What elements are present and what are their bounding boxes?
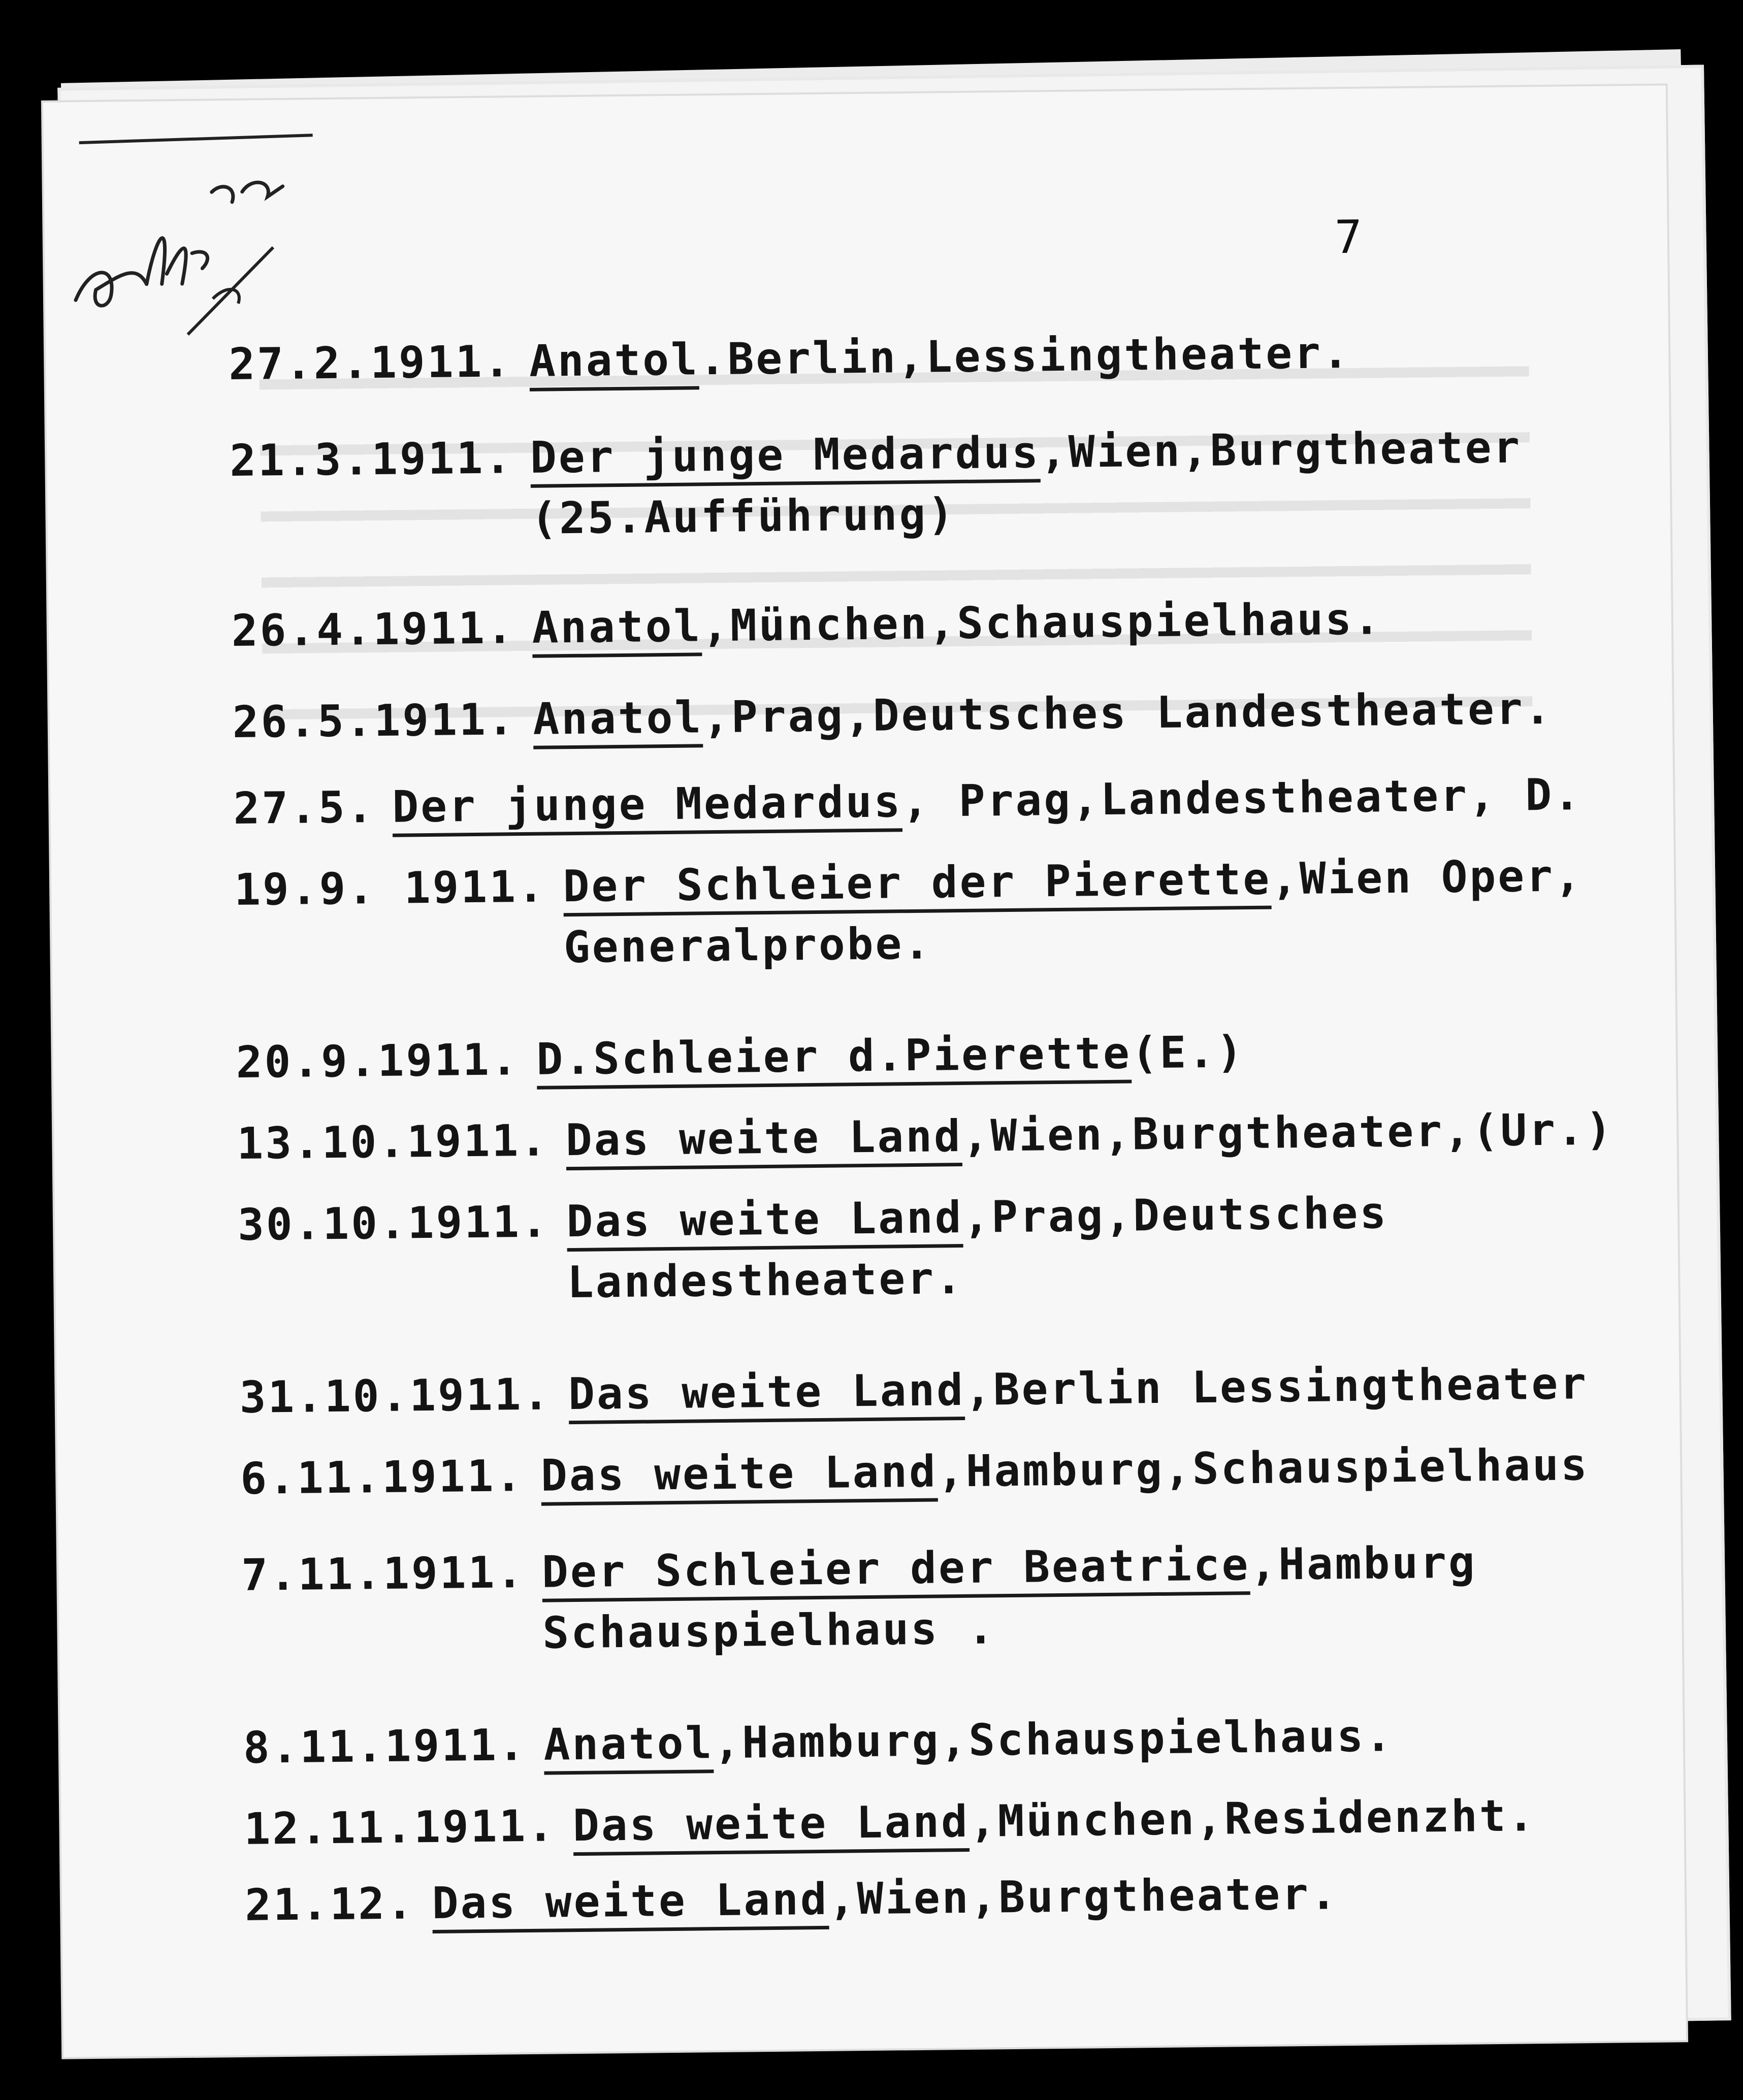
performance-details <box>540 1434 1652 1506</box>
performance-date: 13.10.1911. <box>236 1115 549 1169</box>
play-title: Das weite Land <box>566 1192 963 1252</box>
play-title: Das weite Land <box>565 1111 962 1170</box>
performance-date: 8.11.1911. <box>243 1720 527 1774</box>
performance-details <box>536 1018 1648 1090</box>
performance-details <box>432 1860 1657 1934</box>
venue-text: .Berlin,Lessingtheater. <box>699 327 1351 385</box>
performance-date: 20.9.1911. <box>236 1034 520 1088</box>
performance-list <box>228 299 1657 1936</box>
performance-date: 7.11.1911. <box>241 1547 525 1601</box>
performance-entry <box>231 586 1643 662</box>
venue-text: ,Hamburg,Schauspielhaus <box>937 1439 1590 1497</box>
play-title: D.Schleier d.Pierette <box>536 1028 1132 1090</box>
continuation-line: (25.Aufführung) <box>530 489 956 544</box>
performance-entry <box>233 764 1645 839</box>
performance-details <box>530 416 1642 549</box>
continuation-line: Landestheater. <box>567 1253 964 1308</box>
play-title: Der junge Medardus <box>530 427 1041 488</box>
performance-date: 30.10.1911. <box>237 1196 550 1251</box>
performance-details <box>543 1703 1655 1776</box>
performance-entry <box>234 845 1647 981</box>
performance-entry <box>243 1703 1655 1779</box>
performance-date: 27.5. <box>233 782 375 834</box>
performance-entry <box>245 1860 1657 1936</box>
performance-details <box>566 1180 1651 1313</box>
performance-details <box>533 677 1644 750</box>
venue-text: ,Hamburg <box>1249 1537 1477 1591</box>
play-title: Anatol <box>529 334 700 391</box>
venue-text: ,Prag,Deutsches <box>962 1188 1389 1243</box>
performance-date: 12.11.1911. <box>244 1800 556 1855</box>
performance-entry <box>229 319 1641 395</box>
performance-entry <box>237 1099 1649 1174</box>
performance-entry <box>240 1434 1653 1510</box>
performance-entry <box>236 1018 1648 1093</box>
performance-entry <box>239 1353 1652 1428</box>
venue-text: ,Prag,Deutsches Landestheater. <box>702 683 1553 743</box>
performance-entry <box>230 416 1642 552</box>
performance-details <box>392 764 1645 838</box>
performance-date: 19.9. 1911. <box>234 861 546 915</box>
play-title: Der junge Medardus <box>392 776 902 837</box>
continuation-line: Generalprobe. <box>563 918 932 973</box>
performance-date: 26.5.1911. <box>232 694 516 748</box>
performance-entry <box>241 1530 1654 1667</box>
play-title: Anatol <box>532 601 702 658</box>
venue-text: ,München,Schauspielhaus. <box>701 594 1382 652</box>
performance-date: 21.12. <box>244 1878 415 1931</box>
performance-entry <box>244 1784 1656 1860</box>
play-title: Der Schleier der Beatrice <box>542 1539 1250 1602</box>
venue-text: ,Wien Oper, <box>1271 850 1584 905</box>
performance-details <box>565 1099 1649 1171</box>
venue-text: ,Wien,Burgtheater. <box>828 1868 1339 1925</box>
performance-date: 27.2.1911. <box>228 336 512 390</box>
performance-details <box>541 1530 1654 1664</box>
play-title: Das weite Land <box>432 1874 829 1933</box>
document-page <box>43 85 1686 2057</box>
venue-text: ,Hamburg,Schauspielhaus. <box>713 1711 1394 1769</box>
performance-details <box>568 1353 1652 1425</box>
page-number: 7 <box>1334 210 1363 265</box>
venue-text: , Prag,Landestheater, D. <box>901 769 1583 828</box>
venue-text: (E.) <box>1131 1027 1245 1079</box>
venue-text: ,Wien,Burgtheater <box>1040 422 1522 478</box>
performance-entry <box>237 1180 1650 1317</box>
play-title: Das weite Land <box>568 1365 965 1424</box>
continuation-line: Schauspielhaus . <box>542 1603 996 1659</box>
play-title: Anatol <box>543 1718 714 1775</box>
play-title: Das weite Land <box>541 1447 938 1506</box>
performance-details <box>532 586 1643 659</box>
performance-date: 6.11.1911. <box>240 1451 524 1504</box>
performance-entry <box>232 677 1644 753</box>
play-title: Anatol <box>533 692 703 749</box>
performance-date: 26.4.1911. <box>231 603 515 657</box>
venue-text: ,Wien,Burgtheater,(Ur.) <box>962 1104 1615 1162</box>
play-title: Der Schleier der Pierette <box>563 854 1271 917</box>
performance-date: 31.10.1911. <box>239 1369 552 1423</box>
performance-details <box>572 1784 1656 1856</box>
venue-text: ,München,Residenzht. <box>969 1790 1536 1847</box>
performance-details <box>563 845 1647 978</box>
play-title: Das weite Land <box>573 1796 970 1856</box>
venue-text: ,Berlin Lessingtheater <box>964 1358 1589 1416</box>
performance-date: 21.3.1911. <box>229 433 513 487</box>
performance-details <box>529 319 1640 392</box>
